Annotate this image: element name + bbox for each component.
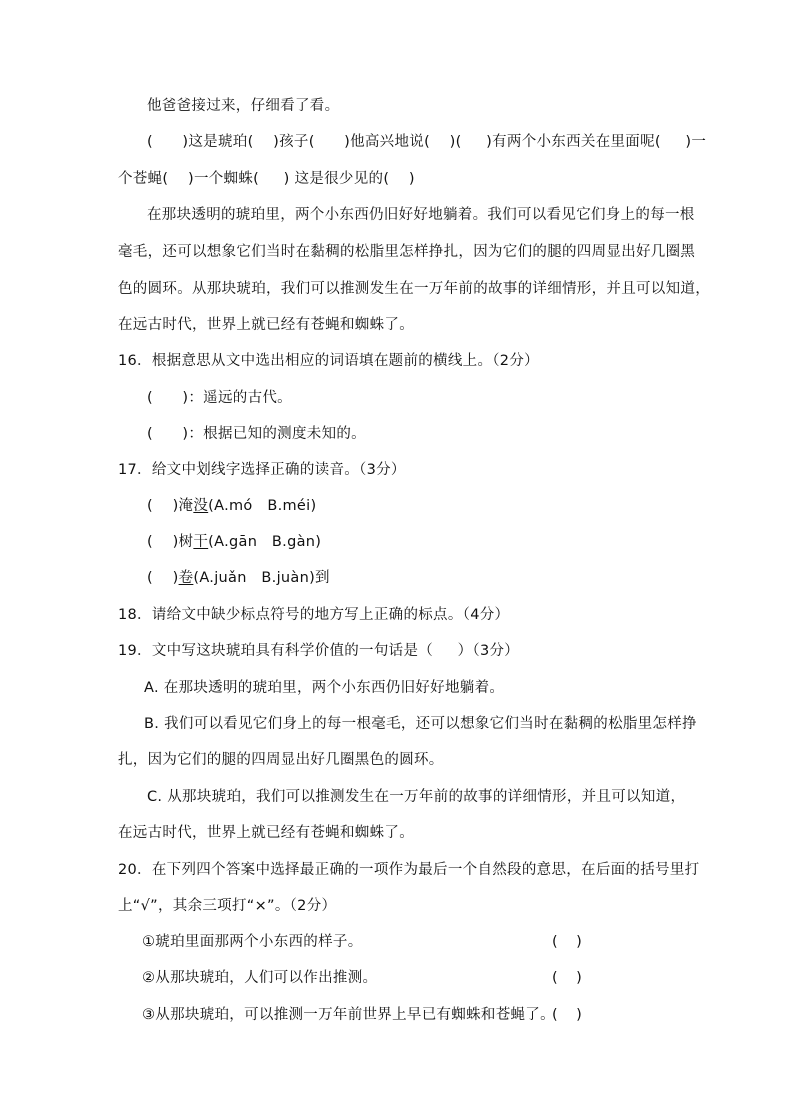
question-20-option-3: ③从那块琥珀，可以推测一万年前世界上早已有蜘蛛和苍蝇了。: [142, 1007, 555, 1023]
question-19-option-a: A. 在那块透明的琥珀里，两个小东西仍旧好好地躺着。: [144, 680, 505, 696]
question-20-option-1: ①琥珀里面那两个小东西的样子。: [142, 934, 363, 950]
question-17-stem: 17．给文中划线字选择正确的读音。（3分）: [118, 462, 406, 478]
passage-line-1: 他爸爸接过来，仔细看了看。: [147, 98, 340, 114]
question-19-option-c-line-2: 在远古时代，世界上就已经有苍蝇和蜘蛛了。: [118, 825, 414, 841]
question-19-option-b-line-2: 扎，因为它们的腿的四周显出好几圈黑色的圆环。: [118, 752, 444, 768]
question-17-item-1: [147, 496, 316, 516]
question-20-stem-line-1: 20．在下列四个答案中选择最正确的一项作为最后一个自然段的意思，在后面的括号里打: [118, 862, 700, 878]
q17-item2-prefix: ( )树: [147, 534, 194, 550]
question-20-option-2: ②从那块琥珀，人们可以作出推测。: [142, 970, 378, 986]
q17-item3-underlined-char: 卷: [178, 570, 194, 586]
question-16-stem: 16．根据意思从文中选出相应的词语填在题前的横线上。（2分）: [118, 353, 539, 369]
question-16-item-1: ( )：遥远的古代。: [147, 390, 292, 406]
question-19-option-c-line-1: C. 从那块琥珀，我们可以推测发生在一万年前的故事的详细情形，并且可以知道，: [147, 789, 686, 805]
passage-line-3: 个苍蝇( )一个蜘蛛( ) 这是很少见的( ): [118, 171, 415, 187]
question-20-stem-line-2: 上“√”，其余三项打“×”。（2分）: [118, 898, 337, 914]
q17-item1-underlined-char: 没: [193, 498, 209, 514]
q17-item3-prefix: ( ): [147, 570, 179, 586]
passage-line-2: ( )这是琥珀( )孩子( )他高兴地说( )( )有两个小东西关在里面呢( )一: [147, 134, 707, 150]
question-17-item-2: [147, 532, 321, 552]
q17-item1-prefix: ( )淹: [147, 498, 194, 514]
question-20-option-3-answer-bracket: ( ): [552, 1007, 582, 1023]
question-20-option-2-answer-bracket: ( ): [552, 970, 582, 986]
q17-item2-options: (A.gān B.gàn): [208, 534, 322, 550]
passage-line-6: 色的圆环。从那块琥珀，我们可以推测发生在一万年前的故事的详细情形，并且可以知道，: [118, 281, 710, 297]
question-20-option-1-answer-bracket: ( ): [552, 934, 582, 950]
question-17-item-3: [147, 568, 330, 588]
question-19-stem: 19．文中写这块琥珀具有科学价值的一句话是（ ）（3分）: [118, 643, 520, 659]
passage-line-4: 在那块透明的琥珀里，两个小东西仍旧好好地躺着。我们可以看见它们身上的每一根: [147, 207, 695, 223]
q17-item2-underlined-char: 干: [193, 534, 209, 550]
question-18-stem: 18．请给文中缺少标点符号的地方写上正确的标点。（4分）: [118, 607, 510, 623]
passage-line-7: 在远古时代，世界上就已经有苍蝇和蜘蛛了。: [118, 317, 414, 333]
question-19-option-b-line-1: B. 我们可以看见它们身上的每一根毫毛，还可以想象它们当时在黏稠的松脂里怎样挣: [144, 716, 697, 732]
passage-line-5: 毫毛，还可以想象它们当时在黏稠的松脂里怎样挣扎，因为它们的腿的四周显出好几圈黑: [118, 244, 696, 260]
question-16-item-2: ( )：根据已知的测度未知的。: [147, 426, 366, 442]
q17-item3-options: (A.juǎn B.juàn)到: [193, 570, 330, 586]
q17-item1-options: (A.mó B.méi): [208, 498, 317, 514]
